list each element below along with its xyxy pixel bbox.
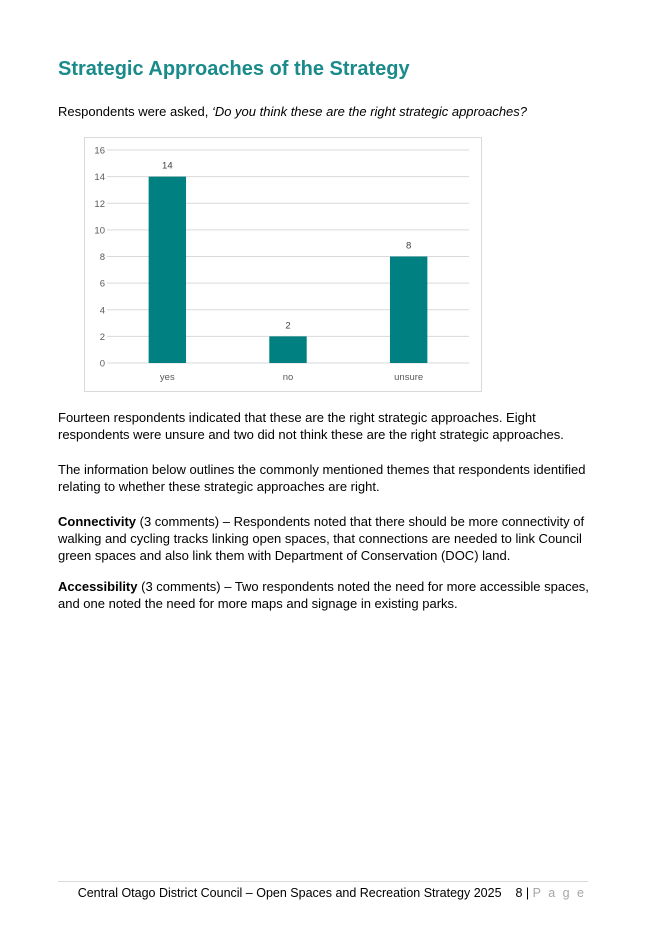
bar-chart-svg bbox=[85, 138, 481, 391]
y-tick-label-12: 12 bbox=[94, 198, 105, 210]
survey-question: ‘Do you think these are the right strategic approaches? bbox=[211, 104, 528, 119]
y-tick-label-6: 6 bbox=[99, 278, 105, 290]
themes-intro-paragraph: The information below outlines the commonly mentioned themes that respondents identified relating to whether these strategic approaches are right. bbox=[58, 462, 586, 494]
intro-lead: Respondents were asked, bbox=[58, 104, 212, 119]
intro-text bbox=[58, 104, 527, 120]
page-footer bbox=[58, 885, 586, 901]
x-tick-label-yes: yes bbox=[159, 372, 175, 383]
y-tick-label-4: 4 bbox=[99, 305, 105, 317]
y-tick-label-10: 10 bbox=[94, 225, 105, 237]
page-title: Strategic Approaches of the Strategy bbox=[58, 58, 410, 80]
footer-doc-title: Central Otago District Council – Open Spaces and Recreation Strategy 2025 bbox=[77, 886, 502, 900]
accessibility-label: Accessibility bbox=[58, 579, 138, 594]
summary-paragraph: Fourteen respondents indicated that these are the right strategic approaches. Eight respondents were unsure and two did not think these are the right strategic approaches. bbox=[58, 410, 564, 442]
y-tick-label-14: 14 bbox=[94, 172, 105, 184]
bar-no bbox=[269, 336, 306, 363]
y-tick-label-16: 16 bbox=[94, 145, 105, 157]
connectivity-paragraph bbox=[58, 513, 598, 564]
x-tick-label-no: no bbox=[282, 372, 294, 383]
y-tick-label-8: 8 bbox=[99, 252, 105, 263]
connectivity-count: (3 comments) bbox=[139, 514, 220, 529]
page-word: P a g e bbox=[532, 886, 586, 900]
accessibility-text: – Two respondents noted the need for more accessible spaces, and one noted the need for more maps and signage in existing parks. bbox=[58, 579, 589, 611]
page-number: 8 bbox=[515, 886, 523, 900]
bar-unsure bbox=[390, 257, 427, 364]
footer-separator: | bbox=[525, 886, 530, 900]
data-label-yes: 14 bbox=[162, 160, 173, 172]
x-tick-label-unsure: unsure bbox=[394, 372, 424, 383]
y-tick-label-2: 2 bbox=[99, 331, 105, 343]
bar-yes bbox=[149, 177, 186, 363]
data-label-no: 2 bbox=[285, 320, 291, 332]
y-tick-label-0: 0 bbox=[99, 358, 105, 370]
bar-chart bbox=[84, 137, 482, 392]
footer-divider bbox=[58, 881, 588, 882]
connectivity-text: – Respondents noted that there should be more connectivity of walking and cycling tracks linking open spaces, that connections are needed to link Council green spaces and also link them with Department of Conservation (DOC) land. bbox=[58, 514, 585, 563]
accessibility-paragraph bbox=[58, 578, 598, 612]
connectivity-label: Connectivity bbox=[58, 514, 137, 529]
data-label-unsure: 8 bbox=[406, 240, 412, 252]
accessibility-count: (3 comments) bbox=[141, 579, 221, 594]
